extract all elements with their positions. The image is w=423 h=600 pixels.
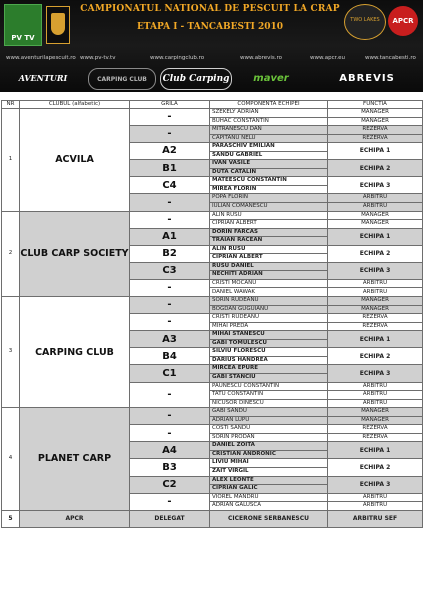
club-carping-logo: Club Carping (160, 68, 232, 90)
grila-cell: - (130, 279, 210, 296)
member-name: DORIN FARCAS (210, 228, 328, 237)
url-abrevis[interactable]: www.abrevis.ro (240, 55, 283, 61)
member-function: ARBITRU (328, 203, 423, 212)
club-name: APCR (20, 510, 130, 527)
grila-cell: - (130, 314, 210, 331)
grila-cell: - (130, 194, 210, 211)
grila-cell: C4 (130, 177, 210, 194)
team-function: ECHIPA 3 (328, 177, 423, 194)
url-apcr[interactable]: www.apcr.eu (310, 55, 345, 61)
grila-cell: C3 (130, 262, 210, 279)
col-grila: GRILA (130, 101, 210, 109)
table-row-delegate (2, 510, 423, 527)
grila-cell: DELEGAT (130, 510, 210, 527)
member-function: MANAGER (328, 211, 423, 220)
member-name: SANDU GABRIEL (210, 151, 328, 160)
team-function: ECHIPA 1 (328, 143, 423, 160)
crest-logo (46, 6, 70, 44)
member-name: DARIUS HANDREA (210, 356, 328, 365)
url-pvtv[interactable]: www.pv-tv.tv (80, 55, 116, 61)
grila-cell: - (130, 408, 210, 425)
club-nr: 1 (2, 109, 20, 212)
grila-cell: - (130, 493, 210, 510)
grila-cell: B2 (130, 245, 210, 262)
member-name: ADRIAN GALUSCA (210, 502, 328, 511)
member-name: LIVIU MIHAI (210, 459, 328, 468)
table-row (2, 211, 423, 220)
club-nr: 4 (2, 408, 20, 511)
grila-cell: - (130, 109, 210, 126)
member-name: NECHITI ADRIAN (210, 271, 328, 280)
club-name: PLANET CARP (20, 408, 130, 511)
member-name: BUHAC CONSTANTIN (210, 117, 328, 126)
col-componenta: COMPONENTA ECHIPEI (210, 101, 328, 109)
url-tancabesti[interactable]: www.tancabesti.ro (365, 55, 416, 61)
sponsor-urls (0, 55, 423, 65)
member-function: REZERVA (328, 314, 423, 323)
member-function: ARBITRU (328, 493, 423, 502)
member-function: ARBITRU (328, 399, 423, 408)
member-name: SZEKELY ADRIAN (210, 109, 328, 118)
member-name: COSTI SANDU (210, 425, 328, 434)
club-name: ACVILA (20, 109, 130, 212)
member-function: ARBITRU SEF (328, 510, 423, 527)
member-function: REZERVA (328, 322, 423, 331)
member-name: VIOREL MANDRU (210, 493, 328, 502)
member-function: MANAGER (328, 416, 423, 425)
club-name: CLUB CARP SOCIETY (20, 211, 130, 296)
member-name: MIREA FLORIN (210, 185, 328, 194)
grila-cell: - (130, 211, 210, 228)
member-name: POPA FLORIN (210, 194, 328, 203)
grila-cell: - (130, 425, 210, 442)
member-name: PAUNESCU CONSTANTIN (210, 382, 328, 391)
col-club: CLUBUL (alfabetic) (20, 101, 130, 109)
member-name: ALIN RUSU (210, 211, 328, 220)
table-body (2, 109, 423, 528)
member-name: SORIN PRODAN (210, 433, 328, 442)
member-function: ARBITRU (328, 502, 423, 511)
grila-cell: A1 (130, 228, 210, 245)
url-aventuri[interactable]: www.aventurilapescuit.ro (6, 55, 76, 61)
url-carpingclub[interactable]: www.carpingclub.ro (150, 55, 205, 61)
member-name: ALEX LEONTE (210, 476, 328, 485)
table-row (2, 297, 423, 306)
table-row (2, 408, 423, 417)
member-name: TRAIAN RACEAN (210, 237, 328, 246)
member-name: MIRCEA EPURE (210, 365, 328, 374)
member-name: TATU CONSTANTIN (210, 391, 328, 400)
member-name: PARASCHIV EMILIAN (210, 143, 328, 152)
member-name: CRISTI MOCANU (210, 279, 328, 288)
member-function: MANAGER (328, 117, 423, 126)
grila-cell: A3 (130, 331, 210, 348)
member-name: GABI STANCIU (210, 373, 328, 382)
member-name: MITRANESCU DAN (210, 126, 328, 135)
member-function: MANAGER (328, 109, 423, 118)
team-function: ECHIPA 2 (328, 348, 423, 365)
member-name: CAPITANU NELU (210, 134, 328, 143)
member-name: ADRIAN LUPU (210, 416, 328, 425)
maver-logo: maver (253, 72, 289, 84)
abrevis-logo: ABREVIS (339, 72, 395, 84)
grila-cell: A2 (130, 143, 210, 160)
member-function: MANAGER (328, 305, 423, 314)
member-function: MANAGER (328, 220, 423, 229)
member-name: MIHAI PREDA (210, 322, 328, 331)
member-name: DANIEL ZOITA (210, 442, 328, 451)
member-name: SILVIU FLORESCU (210, 348, 328, 357)
member-name: CRISTIAN ANDRONIC (210, 450, 328, 459)
team-function: ECHIPA 2 (328, 160, 423, 177)
member-function: ARBITRU (328, 279, 423, 288)
grila-cell: - (130, 297, 210, 314)
member-name: DUTA CATALIN (210, 168, 328, 177)
member-name: CIPRIAN GALIC (210, 485, 328, 494)
member-name: IULIAN COMANESCU (210, 203, 328, 212)
member-name: DANIEL WAWAK (210, 288, 328, 297)
grila-cell: - (130, 382, 210, 408)
member-name: GABI SANDU (210, 408, 328, 417)
member-name: MIHAI STANESCU (210, 331, 328, 340)
member-name: ZAIT VIRGIL (210, 467, 328, 476)
member-function: REZERVA (328, 126, 423, 135)
team-function: ECHIPA 2 (328, 245, 423, 262)
team-function: ECHIPA 1 (328, 331, 423, 348)
member-name: CIPRIAN ALBERT (210, 254, 328, 263)
carpingclub-logo: CARPING CLUB (88, 68, 156, 90)
sponsor-logos (0, 66, 423, 90)
member-function: REZERVA (328, 425, 423, 434)
member-name: CRISTI RUDEANU (210, 314, 328, 323)
member-name: NICUSOR DINESCU (210, 399, 328, 408)
club-nr: 3 (2, 297, 20, 408)
col-functia: FUNCTIA (328, 101, 423, 109)
club-nr: 5 (2, 510, 20, 527)
pvtv-logo: PV TV (4, 4, 42, 46)
member-function: ARBITRU (328, 288, 423, 297)
grila-cell: C2 (130, 476, 210, 493)
member-function: MANAGER (328, 297, 423, 306)
team-function: ECHIPA 1 (328, 228, 423, 245)
member-name: CIPRIAN ALBERT (210, 220, 328, 229)
club-nr: 2 (2, 211, 20, 296)
member-name: MATEESCU CONSTANTIN (210, 177, 328, 186)
member-name: ALIN RUSU (210, 245, 328, 254)
page-title: CAMPIONATUL NATIONAL DE PESCUIT LA CRAP (80, 4, 340, 14)
table-header-row (2, 101, 423, 109)
aventuri-logo: AVENTURI (18, 73, 68, 83)
member-function: REZERVA (328, 433, 423, 442)
member-function: ARBITRU (328, 382, 423, 391)
member-function: ARBITRU (328, 391, 423, 400)
grila-cell: A4 (130, 442, 210, 459)
grila-cell: B3 (130, 459, 210, 476)
member-function: ARBITRU (328, 194, 423, 203)
club-name: CARPING CLUB (20, 297, 130, 408)
table-row (2, 109, 423, 118)
team-function: ECHIPA 3 (328, 262, 423, 279)
member-name: RUSU DANIEL (210, 262, 328, 271)
col-nr: NR (2, 101, 20, 109)
header-banner (0, 0, 423, 92)
member-name: GABI TOMULESCU (210, 339, 328, 348)
apcr-logo: APCR (388, 6, 418, 36)
member-function: REZERVA (328, 134, 423, 143)
page-subtitle: ETAPA I - TANCABESTI 2010 (136, 22, 284, 32)
team-function: ECHIPA 3 (328, 476, 423, 493)
grila-cell: - (130, 126, 210, 143)
grila-cell: B4 (130, 348, 210, 365)
team-function: ECHIPA 3 (328, 365, 423, 382)
member-name: SORIN RUDEANU (210, 297, 328, 306)
teams-table (1, 100, 423, 528)
member-name: CICERONE SERBANESCU (210, 510, 328, 527)
grila-cell: B1 (130, 160, 210, 177)
team-function: ECHIPA 1 (328, 442, 423, 459)
member-function: MANAGER (328, 408, 423, 417)
member-name: IVAN VASILE (210, 160, 328, 169)
grila-cell: C1 (130, 365, 210, 382)
team-function: ECHIPA 2 (328, 459, 423, 476)
member-name: BOGDAN GUGUIANU (210, 305, 328, 314)
twolakes-logo: TWO LAKES (344, 4, 386, 40)
